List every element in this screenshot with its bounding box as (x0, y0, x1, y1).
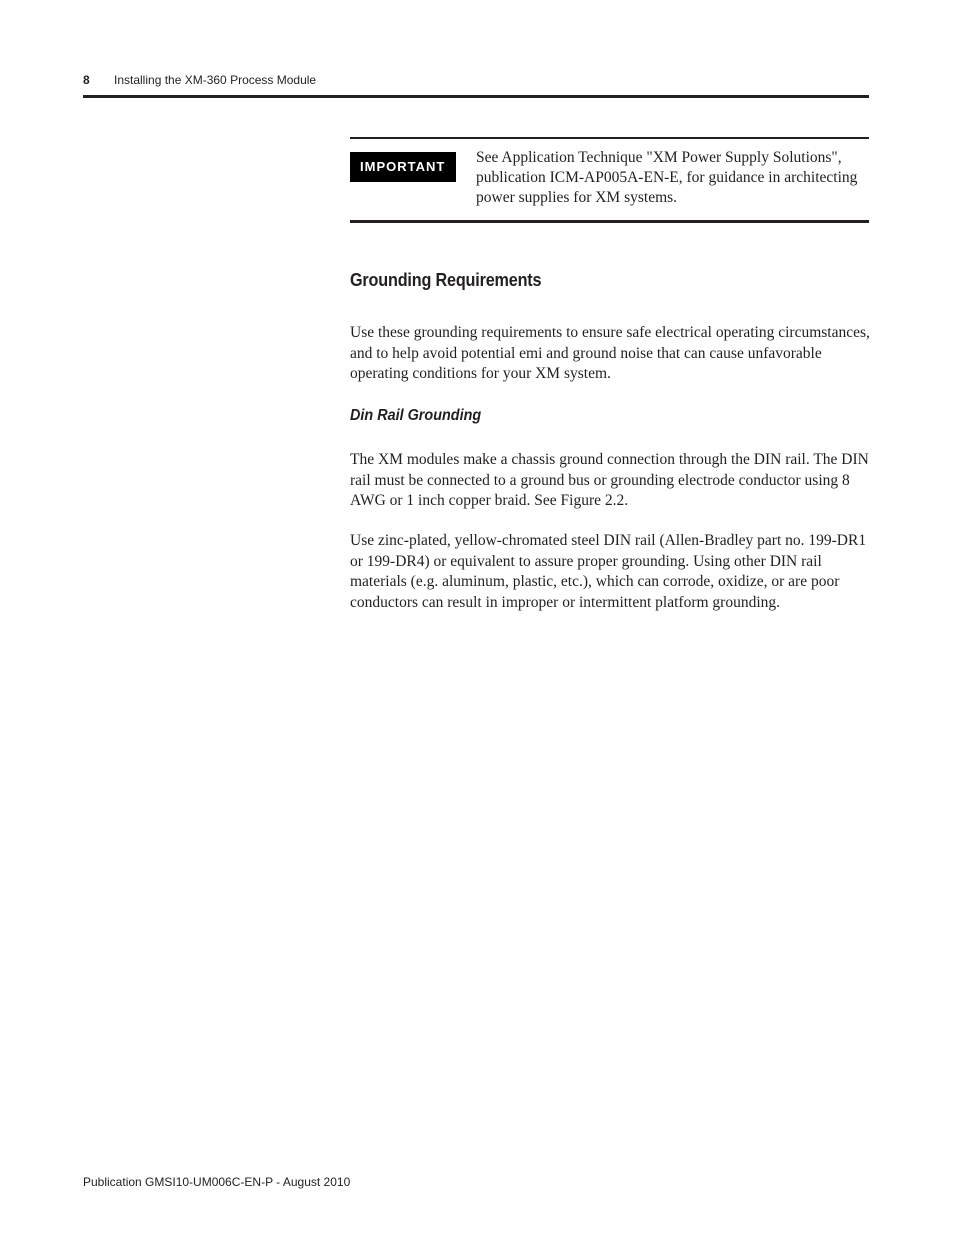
important-label: IMPORTANT (350, 152, 456, 182)
callout-bottom-rule (350, 220, 869, 223)
paragraph-din-rail-material: Use zinc-plated, yellow-chromated steel DIN rail (Allen-Bradley part no. 199-DR1 or 199-DR4) or equivalent to assure proper grounding. Using other DIN rail materials (e.g. aluminum, plastic, etc.), which can corrode, oxidize, or are poor conductors can result in improper or intermittent platform grounding. (350, 532, 867, 611)
intro-paragraph: Use these grounding requirements to ensure safe electrical operating circumstances, and to help avoid potential emi and ground noise that can cause unfavorable operating conditions for your XM system. (350, 324, 870, 382)
page-header (83, 73, 869, 89)
chapter-title: Installing the XM-360 Process Module (114, 73, 317, 87)
callout-top-rule (350, 137, 869, 139)
header-divider (83, 95, 869, 98)
subsection-heading: Din Rail Grounding (350, 407, 482, 424)
paragraph-din-rail-connection: The XM modules make a chassis ground connection through the DIN rail. The DIN rail must be connected to a ground bus or grounding electrode conductor using 8 AWG or 1 inch copper braid. See Figure 2.2. (350, 451, 869, 509)
important-text: See Application Technique "XM Power Supply Solutions", publication ICM-AP005A-EN-E, for guidance in architecting power supplies for XM systems. (476, 149, 858, 206)
important-callout (350, 137, 869, 223)
publication-footer: Publication GMSI10-UM006C-EN-P - August 2010 (83, 1175, 351, 1189)
section-heading: Grounding Requirements (350, 270, 542, 290)
page-number: 8 (83, 73, 90, 87)
